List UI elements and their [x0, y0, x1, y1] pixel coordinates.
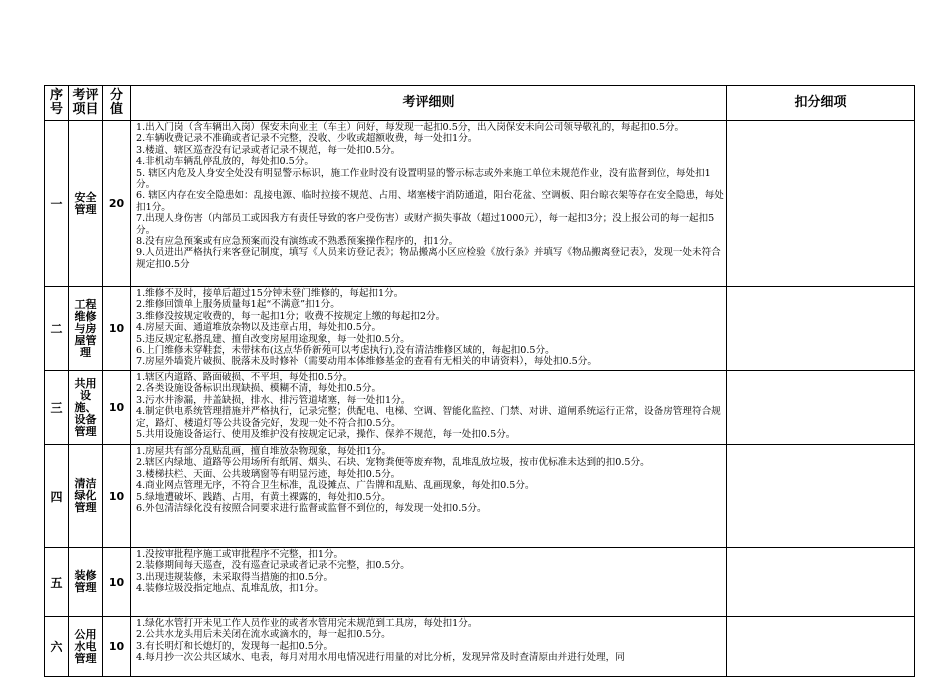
table-row: [45, 617, 915, 677]
row-deduct: [727, 548, 915, 617]
row-detail: [131, 287, 727, 371]
detail-line: 4.每月抄一次公共区域水、电表，每月对用水用电情况进行用量的对比分析，发现异常及时查清原由并进行处理，同: [136, 652, 625, 664]
row-number: 五: [45, 548, 69, 617]
row-score: 10: [103, 371, 131, 445]
detail-line: 3.楼梯扶栏、天面、公共玻璃窗等有明显污迹，每处扣0.5分。: [136, 468, 401, 480]
detail-line: 4.制定供电系统管理措施并严格执行，记录完整；供配电、电梯、空调、智能化监控、门禁、对讲、道闸系统运行正常，设备房管理符合规定，路灯、楼道灯等公共设备完好，发现一处不符合扣0.5分。: [136, 406, 721, 429]
detail-line: 2.装修期间每天巡查，没有巡查记录或者记录不完整，扣0.5分。: [136, 560, 410, 572]
detail-line: 1.房屋共有部分乱贴乱画，擅自堆放杂物现象，每处扣1分。: [136, 446, 392, 457]
detail-line: 3.维修没按规定收费的，每一起扣1分；收费不按规定上缴的每起扣2分。: [136, 310, 446, 322]
detail-line: 1.辖区内道路、路面破损、不平坦，每处扣0.5分。: [136, 372, 353, 383]
header-detail: 考评细则: [131, 86, 727, 121]
table-row: [45, 287, 915, 371]
row-item: 共用设施、设备管理: [69, 371, 103, 445]
detail-line: 9.人员进出严格执行来客登记制度，填写《人员来访登记表》；物品搬离小区应检验《放行条》并填写《物品搬离登记表》，发现一处未符合规定扣0.5分: [136, 247, 721, 270]
header-no: 序号: [45, 86, 69, 121]
row-number: 四: [45, 445, 69, 548]
row-score: 10: [103, 617, 131, 677]
detail-line: 2.辖区内绿地、道路等公用场所有纸屑、烟头、石块、宠物粪便等废弃物，乱堆乱放垃圾，按市优标准未达到的扣0.5分。: [136, 457, 650, 469]
evaluation-sheet: [44, 85, 914, 677]
row-number: 二: [45, 287, 69, 371]
row-deduct: [727, 287, 915, 371]
detail-line: 3.楼道、辖区巡查没有记录或者记录不规范，每一处扣0.5分。: [136, 144, 401, 156]
detail-line: 4.商业网点管理无序，不符合卫生标准，乱设摊点、广告牌和乱贴、乱画现象，每处扣0.5分。: [136, 480, 535, 492]
row-deduct: [727, 121, 915, 287]
detail-line: 6. 辖区内存在安全隐患如：乱接电源、临时拉接不规范、占用、堵塞楼宇消防通道，阳台花盆、空调板、阳台晾衣架等存在安全隐患，每处扣1分。: [136, 190, 724, 213]
detail-line: 1.维修不及时，接单后超过15分钟未登门维修的，每起扣1分。: [136, 288, 404, 299]
detail-line: 1.没按审批程序施工或审批程序不完整，扣1分。: [136, 549, 344, 560]
detail-line: 5.违反规定私搭乱建、擅自改变房屋用途现象，每一处扣0.5分。: [136, 333, 410, 345]
header-row: [45, 86, 915, 121]
row-item: 工程维修与房屋管理: [69, 287, 103, 371]
header-item: 考评项目: [69, 86, 103, 121]
table-row: [45, 371, 915, 445]
row-detail: [131, 121, 727, 287]
detail-line: 1.出入门岗（含车辆出入岗）保安未向业主（车主）问好，每发现一起扣0.5分，出入岗保安未向公司领导敬礼的，每起扣0.5分。: [136, 122, 685, 133]
header-deduct: 扣分细项: [727, 86, 915, 121]
detail-line: 6.外包清洁绿化没有按照合同要求进行监督或监督不到位的，每发现一处扣0.5分。: [136, 503, 487, 515]
detail-line: 5.共用设施设备运行、使用及维护没有按规定记录，操作、保养不规范，每一处扣0.5分。: [136, 429, 516, 441]
row-detail: [131, 548, 727, 617]
table-row: [45, 548, 915, 617]
row-score: 10: [103, 287, 131, 371]
detail-line: 5.绿地遭破坏、践踏、占用，有黄土裸露的，每处扣0.5分。: [136, 491, 391, 503]
detail-line: 2.维修回馈单上服务质量每1起“不满意”扣1分。: [136, 299, 340, 311]
row-score: 20: [103, 121, 131, 287]
row-item: 装修管理: [69, 548, 103, 617]
detail-line: 4.装修垃圾没指定地点、乱堆乱放，扣1分。: [136, 583, 324, 595]
table-row: [45, 121, 915, 287]
row-number: 一: [45, 121, 69, 287]
row-number: 六: [45, 617, 69, 677]
detail-line: 8.没有应急预案或有应急预案而没有演练或不熟悉预案操作程序的，扣1分。: [136, 236, 459, 248]
evaluation-table: [44, 85, 915, 677]
detail-line: 5. 辖区内危及人身安全处没有明显警示标识，施工作业时没有设置明显的警示标志或外来施工单位未规范作业，没有监督到位，每处扣1分。: [136, 167, 711, 191]
detail-line: 6.上门维修未穿鞋套，未带抹布(这点华侨新苑可以考虑执行),没有清洁维修区域的，每起扣0.5分。: [136, 345, 555, 357]
row-item: 公用水电管理: [69, 617, 103, 677]
detail-line: 3.污水井渗漏，井盖缺损，排水、排污管道堵塞，每一处扣1分。: [136, 394, 411, 406]
row-number: 三: [45, 371, 69, 445]
row-deduct: [727, 617, 915, 677]
row-deduct: [727, 445, 915, 548]
detail-line: 4.房屋天面、通道堆放杂物以及违章占用，每处扣0.5分。: [136, 322, 382, 334]
detail-line: 2.各类设施设备标识出现缺损、模糊不清，每处扣0.5分。: [136, 383, 382, 395]
detail-line: 7.房屋外墙瓷片破损、脱落未及时修补（需要动用本体维修基金的查看有无相关的申请资料），每处扣0.5分。: [136, 356, 597, 368]
header-score: 分值: [103, 86, 131, 121]
row-score: 10: [103, 548, 131, 617]
row-item: 安全管理: [69, 121, 103, 287]
detail-line: 4.非机动车辆乱停乱放的，每处扣0.5分。: [136, 156, 314, 168]
table-row: [45, 445, 915, 548]
detail-line: 1.绿化水管打开未见工作人员作业的或者水管用完未规范到工具房，每处扣1分。: [136, 618, 478, 629]
detail-line: 2.公共水龙头用后未关闭在流水或滴水的，每一起扣0.5分。: [136, 629, 391, 641]
row-detail: [131, 371, 727, 445]
detail-line: 3.有长明灯和长熄灯的，发现每一起扣0.5分。: [136, 640, 334, 652]
row-score: 10: [103, 445, 131, 548]
detail-line: 7.出现人身伤害（内部员工或因我方有责任导致的客户受伤害）或财产损失事故（超过1000元），每一起扣3分；没上报公司的每一起扣5分。: [136, 213, 715, 236]
row-detail: [131, 617, 727, 677]
row-deduct: [727, 371, 915, 445]
row-detail: [131, 445, 727, 548]
detail-line: 3.出现违规装修，未采取得当措施的扣0.5分。: [136, 571, 334, 583]
detail-line: 2.车辆收费记录不准确或者记录不完整，没收、少收或超额收费，每一处扣1分。: [136, 133, 478, 145]
row-item: 清洁绿化管理: [69, 445, 103, 548]
